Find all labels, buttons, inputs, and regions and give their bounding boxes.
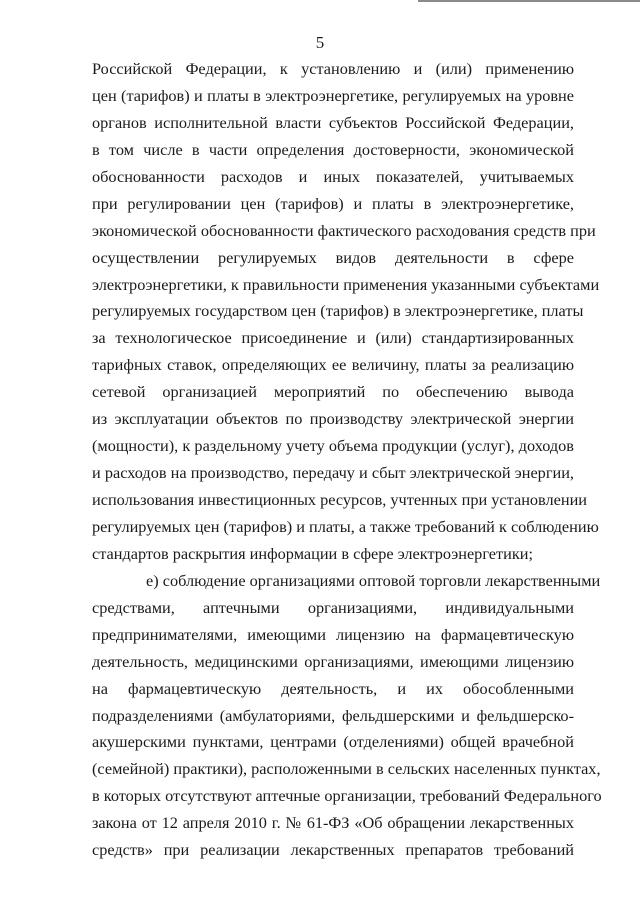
text-line: цен (тарифов) и платы в электроэнергетике, регулируемых на уровне (92, 85, 574, 105)
text-line: регулируемых государством цен (тарифов) в электроэнергетике, платы (92, 301, 584, 321)
top-border-line (418, 0, 640, 2)
text-line: осуществлении регулируемых видов деятельности в сфере (92, 247, 574, 267)
text-line: (мощности), к раздельному учету объема продукции (услуг), доходов (92, 436, 574, 456)
text-line: при регулировании цен (тарифов) и платы в электроэнергетике, (92, 193, 574, 213)
text-line: на фармацевтическую деятельность, и их обособленными (92, 678, 574, 698)
text-line: тарифных ставок, определяющих ее величину, платы за реализацию (92, 355, 574, 375)
page-number: 5 (315, 33, 325, 52)
text-line: использования инвестиционных ресурсов, учтенных при установлении (92, 490, 588, 509)
text-line: закона от 12 апреля 2010 г. № 61-ФЗ «Об обращении лекарственных (92, 813, 574, 833)
text-line: Российской Федерации, к установлению и (или) применению (92, 59, 574, 78)
paragraph-end-line: стандартов раскрытия информации в сфере электроэнергетики; (92, 543, 533, 563)
text-line: деятельность, медицинскими организациями, имеющими лицензию (92, 651, 574, 671)
text-line: электроэнергетики, к правильности применения указанными субъектами (92, 274, 600, 294)
text-line: акушерскими пунктами, центрами (отделениями) общей врачебной (92, 732, 574, 752)
text-line: за технологическое присоединение и (или) стандартизированных (92, 328, 574, 348)
text-line: из эксплуатации объектов по производству электрической энергии (92, 409, 574, 429)
text-line: сетевой организацией мероприятий по обеспечению вывода (92, 382, 574, 402)
paragraph-start-line: е) соблюдение организациями оптовой торговли лекарственными (146, 570, 601, 590)
text-line: подразделениями (амбулаториями, фельдшерскими и фельдшерско- (92, 705, 574, 725)
text-line: (семейной) практики), расположенными в сельских населенных пунктах, (92, 759, 601, 779)
text-line: предпринимателями, имеющими лицензию на фармацевтическую (92, 624, 574, 644)
text-line: обоснованности расходов и иных показателей, учитываемых (92, 166, 574, 186)
document-body (92, 56, 602, 864)
text-line: регулируемых цен (тарифов) и платы, а также требований к соблюдению (92, 516, 599, 536)
text-line: средствами, аптечными организациями, индивидуальными (92, 597, 574, 617)
text-line: средств» при реализации лекарственных препаратов требований (92, 840, 574, 860)
text-line: органов исполнительной власти субъектов Российской Федерации, (92, 112, 574, 132)
text-line: и расходов на производство, передачу и сбыт электрической энергии, (92, 463, 574, 483)
text-line: в которых отсутствуют аптечные организации, требований Федерального (92, 786, 602, 806)
text-line: экономической обоснованности фактического расходования средств при (92, 220, 596, 240)
text-line: в том числе в части определения достоверности, экономической (92, 139, 574, 159)
